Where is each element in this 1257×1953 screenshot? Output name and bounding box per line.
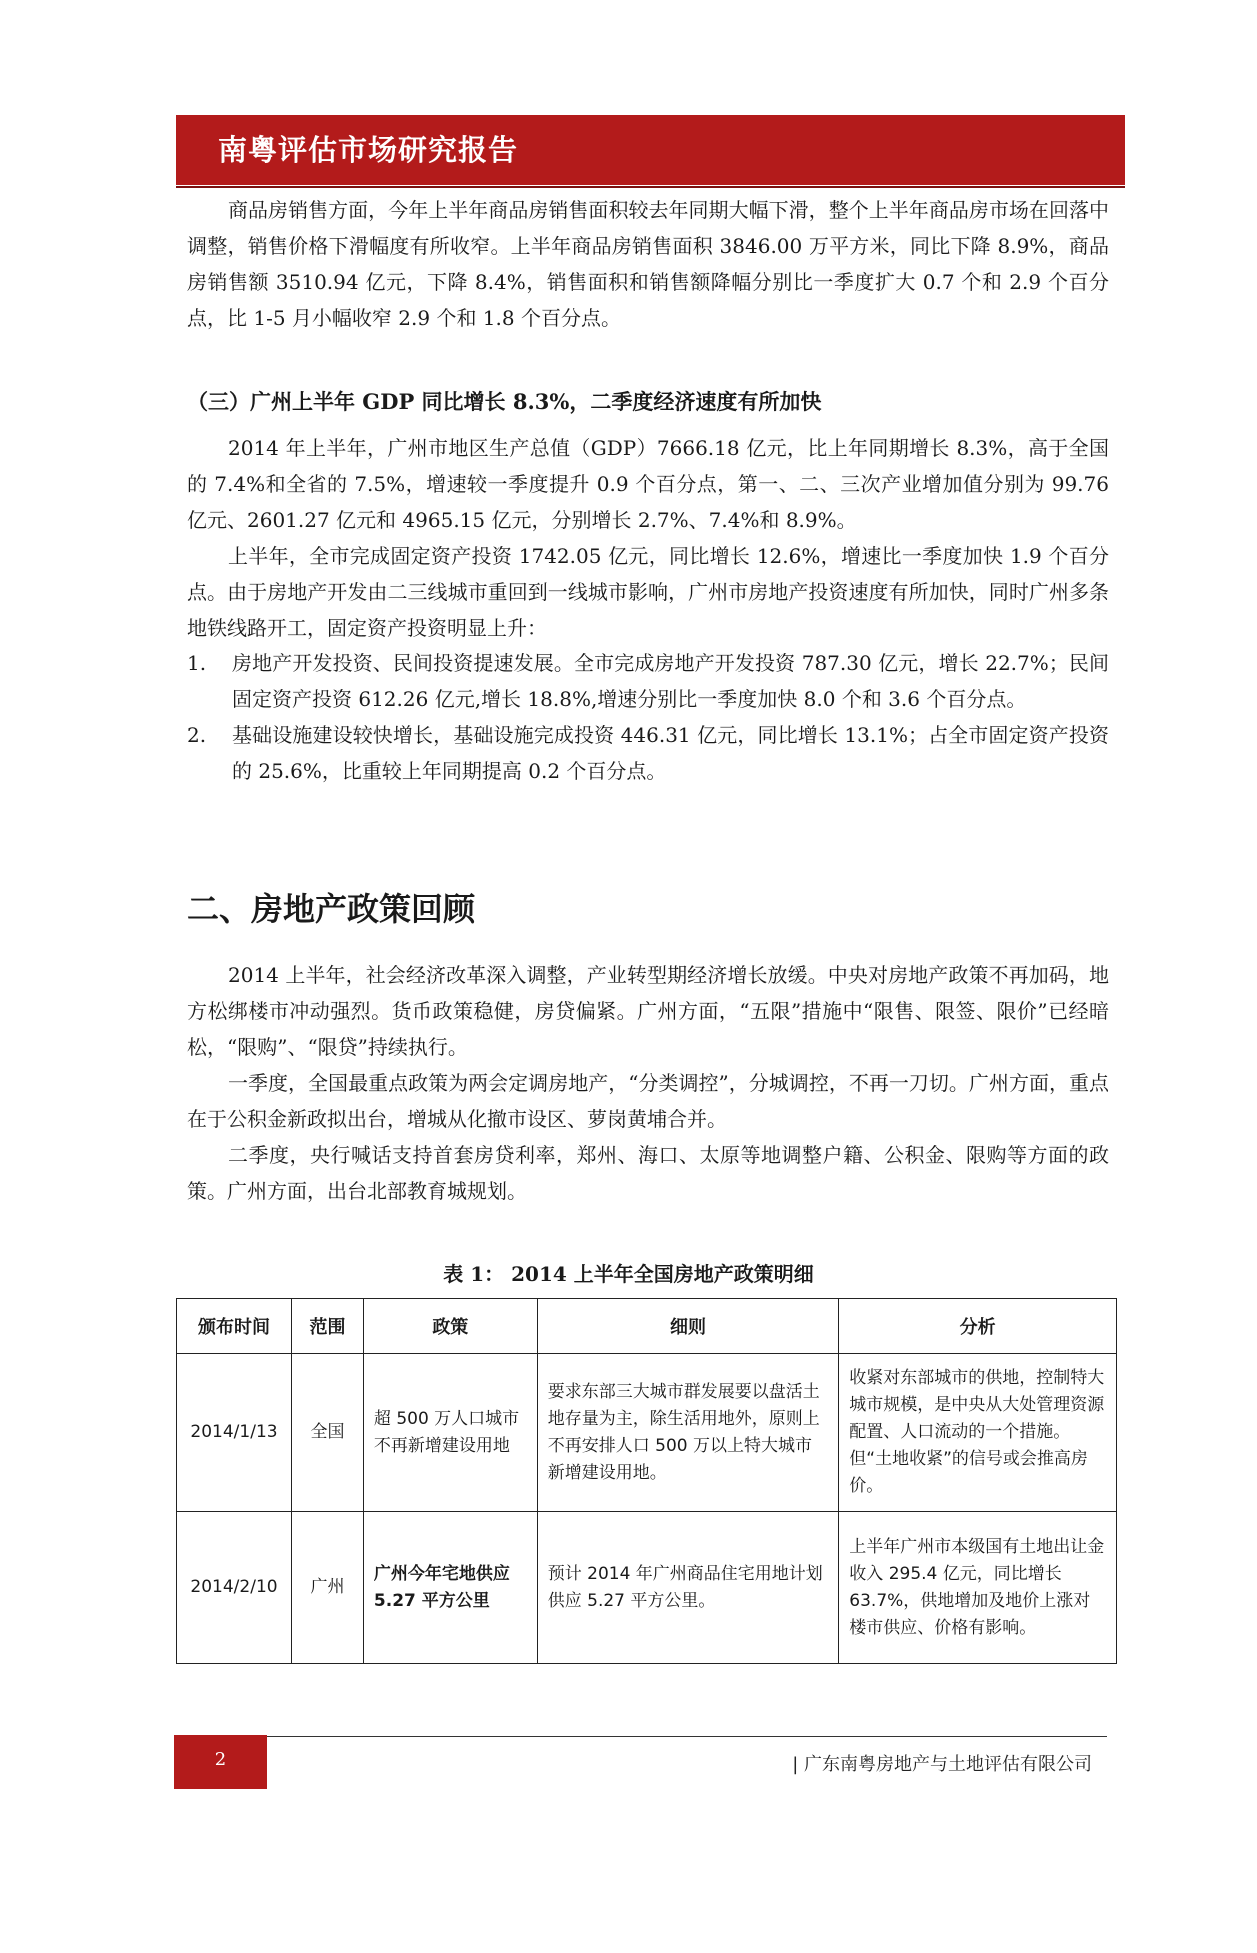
column-header-policy: 政策 (363, 1299, 537, 1354)
cell-analysis: 上半年广州市本级国有土地出让金收入 295.4 亿元，同比增长 63.7%，供地增加及地价上涨对楼市供应、价格有影响。 (839, 1512, 1117, 1664)
table-header-row (177, 1299, 1117, 1354)
gdp-paragraph: 2014 年上半年，广州市地区生产总值（GDP）7666.18 亿元，比上年同期增长 8.3%，高于全国的 7.4%和全省的 7.5%，增速较一季度提升 0.9 个百分点，第一、二、三次产业增加值分别为 99.76 亿元、2601.27 亿元和 4965.15 亿元，分别增长 2.7%、7.4%和 8.9%。 (187, 436, 1109, 532)
page-number: 2 (214, 1749, 227, 1770)
list-text: 房地产开发投资、民间投资提速发展。全市完成房地产开发投资 787.30 亿元，增长 22.7%；民间固定资产投资 612.26 亿元,增长 18.8%,增速分别比一季度加快 8.0 个和 3.6 个百分点。 (232, 651, 1109, 711)
policy-table (176, 1298, 1117, 1664)
cell-detail: 预计 2014 年广州商品住宅用地计划供应 5.27 平方公里。 (537, 1512, 839, 1664)
cell-date: 2014/2/10 (177, 1512, 292, 1664)
list-text: 基础设施建设较快增长，基础设施完成投资 446.31 亿元，同比增长 13.1%；占全市固定资产投资的 25.6%，比重较上年同期提高 0.2 个百分点。 (232, 723, 1109, 783)
intro-section (187, 192, 1109, 336)
table-caption: 表 1： 2014 上半年全国房地产政策明细 (443, 1262, 814, 1286)
subsection-heading: （三）广州上半年 GDP 同比增长 8.3%，二季度经济速度有所加快 (187, 389, 822, 414)
column-header-analysis: 分析 (839, 1299, 1117, 1354)
cell-policy: 超 500 万人口城市不再新增建设用地 (363, 1354, 537, 1512)
footer-divider (267, 1736, 1107, 1737)
policy-paragraph: 一季度，全国最重点政策为两会定调房地产，“分类调控”，分城调控，不再一刀切。广州方面，重点在于公积金新政拟出台，增城从化撤市设区、萝岗黄埔合并。 (187, 1071, 1109, 1131)
column-header-detail: 细则 (537, 1299, 839, 1354)
policy-paragraph: 2014 上半年，社会经济改革深入调整，产业转型期经济增长放缓。中央对房地产政策不再加码，地方松绑楼市冲动强烈。货币政策稳健，房贷偏紧。广州方面，“五限”措施中“限售、限签、限价”已经暗松，“限购”、“限贷”持续执行。 (187, 963, 1109, 1059)
cell-scope: 全国 (291, 1354, 363, 1512)
policy-paragraph: 二季度，央行喊话支持首套房贷利率，郑州、海口、太原等地调整户籍、公积金、限购等方面的政策。广州方面，出台北部教育城规划。 (187, 1143, 1109, 1203)
column-header-date: 颁布时间 (177, 1299, 292, 1354)
footer-company-name: | 广东南粤房地产与土地评估有限公司 (792, 1754, 1092, 1775)
list-number: 1. (187, 651, 207, 675)
list-item (187, 645, 1109, 717)
page-number-box (174, 1735, 267, 1789)
cell-analysis: 收紧对东部城市的供地，控制特大城市规模，是中央从大处管理资源配置、人口流动的一个措施。但“土地收紧”的信号或会推高房价。 (839, 1354, 1117, 1512)
policy-review-section (187, 957, 1109, 1209)
investment-paragraph: 上半年，全市完成固定资产投资 1742.05 亿元，同比增长 12.6%，增速比一季度加快 1.9 个百分点。由于房地产开发由二三线城市重回到一线城市影响，广州市房地产投资速度有所加快，同时广州多条地铁线路开工，固定资产投资明显上升： (187, 544, 1109, 640)
cell-policy: 广州今年宅地供应 5.27 平方公里 (363, 1512, 537, 1664)
section-title: 二、房地产政策回顾 (187, 890, 476, 928)
list-item (187, 717, 1109, 789)
list-number: 2. (187, 723, 207, 747)
cell-detail: 要求东部三大城市群发展要以盘活土地存量为主，除生活用地外，原则上不再安排人口 500 万以上特大城市新增建设用地。 (537, 1354, 839, 1512)
report-header-bar (176, 115, 1125, 185)
intro-paragraph: 商品房销售方面，今年上半年商品房销售面积较去年同期大幅下滑，整个上半年商品房市场在回落中调整，销售价格下滑幅度有所收窄。上半年商品房销售面积 3846.00 万平方米，同比下降 8.9%，商品房销售额 3510.94 亿元，下降 8.4%，销售面积和销售额降幅分别比一季度扩大 0.7 个和 2.9 个百分点，比 1-5 月小幅收窄 2.9 个和 1.8 个百分点。 (187, 198, 1109, 330)
cell-date: 2014/1/13 (177, 1354, 292, 1512)
cell-scope: 广州 (291, 1512, 363, 1664)
header-divider (176, 186, 1125, 188)
table-row (177, 1512, 1117, 1664)
report-title: 南粤评估市场研究报告 (218, 133, 519, 167)
table-row (177, 1354, 1117, 1512)
gdp-section (187, 430, 1109, 646)
investment-list (187, 645, 1109, 789)
column-header-scope: 范围 (291, 1299, 363, 1354)
